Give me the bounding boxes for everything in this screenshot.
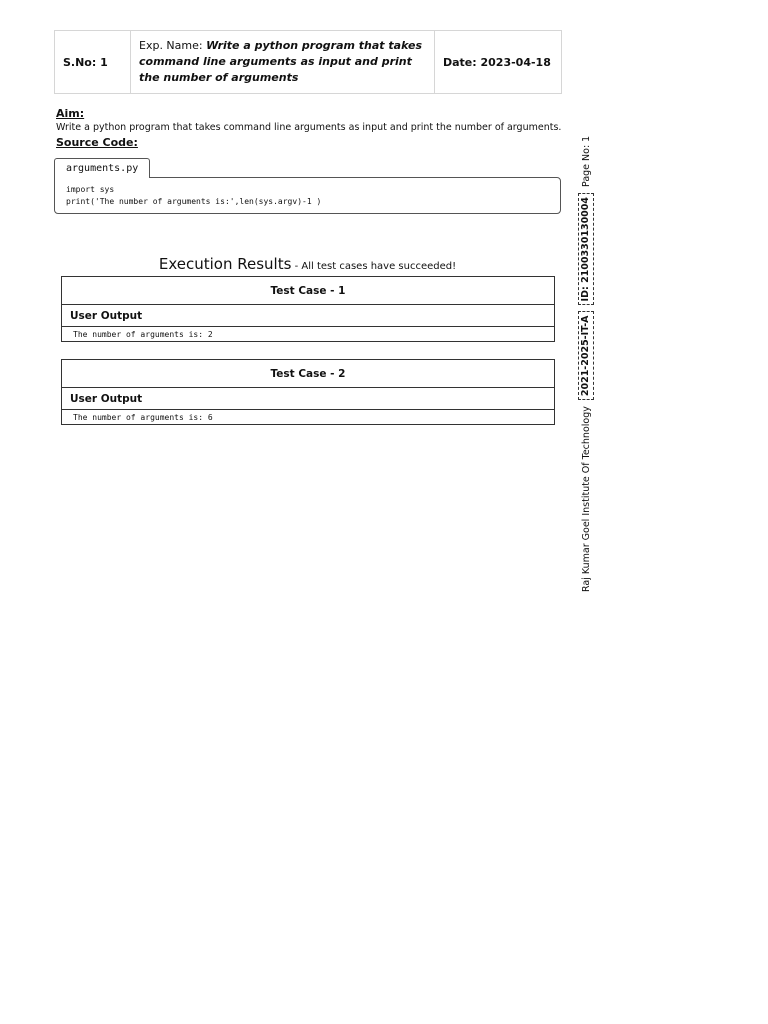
experiment-name-cell [131,31,435,93]
experiment-date: Date: 2023-04-18 [443,55,551,69]
user-output-label: User Output [61,388,555,410]
user-output-value: The number of arguments is: 2 [61,327,555,342]
batch-label: 2021-2025-IT-A [578,311,594,400]
user-output-value: The number of arguments is: 6 [61,410,555,425]
test-case-title: Test Case - 1 [61,276,555,305]
user-output-label: User Output [61,305,555,327]
aim-heading: Aim: [56,107,85,120]
execution-results-status: - All test cases have succeeded! [291,261,457,272]
header-table [54,30,562,94]
test-case-title: Test Case - 2 [61,359,555,388]
experiment-name: Write a python program that takes command line arguments as input and print the number of arguments [139,39,423,84]
source-code-box [54,177,561,214]
execution-results-heading: Execution Results [158,255,292,273]
source-code-heading: Source Code: [56,136,138,149]
test-case-2 [61,359,555,425]
student-id: ID: 2100330130004 [578,193,594,305]
code-line: import sys [66,185,115,194]
code-line: print('The number of arguments is:',len(sys.argv)-1 ) [66,197,322,206]
side-footer [578,92,594,592]
experiment-name-label: Exp. Name: [139,39,207,52]
source-file-tab[interactable]: arguments.py [54,158,150,178]
aim-text: Write a python program that takes command line arguments as input and print the number of arguments. [56,122,562,133]
page-number: Page No: 1 [580,135,592,187]
serial-number: S.No: 1 [55,31,131,93]
test-case-1 [61,276,555,342]
execution-results-title [0,254,615,273]
institute-name: Raj Kumar Goel Institute Of Technology [580,406,592,592]
